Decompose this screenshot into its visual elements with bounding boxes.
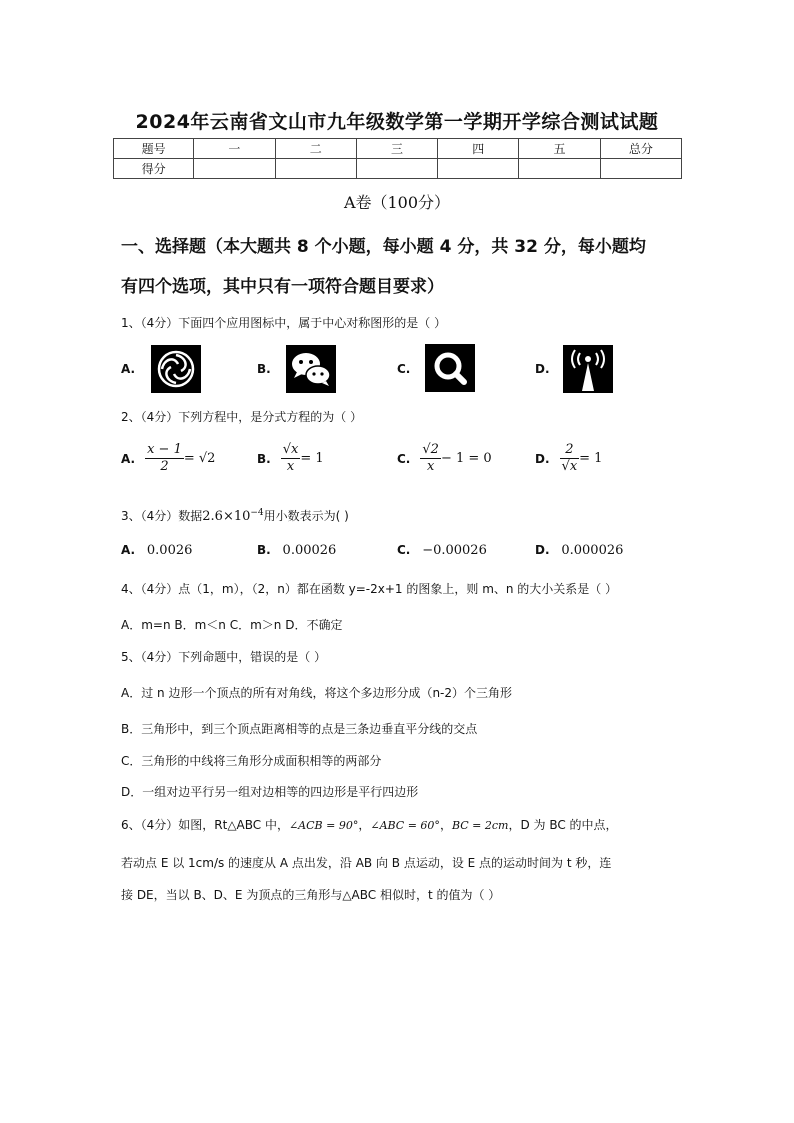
q6-line1-text-b: ，D 为 BC 的中点，	[508, 818, 618, 832]
q3-option-b	[257, 543, 336, 558]
q6-line3: 接 DE，当以 B、D、E 为顶点的三角形与△ABC 相似时，t 的值为（ ）	[121, 888, 501, 902]
q3-option-d-label: D.	[535, 543, 550, 557]
score-cell[interactable]	[194, 159, 275, 179]
search-magnifier-icon	[425, 344, 475, 392]
q6-line1-text-a: 6、（4分）如图，Rt△ABC 中，	[121, 818, 289, 832]
q1-option-c-label: C.	[397, 362, 411, 376]
score-cell[interactable]	[356, 159, 437, 179]
header-cell: 二	[275, 139, 356, 159]
q2-option-d-label: D.	[535, 451, 550, 466]
q1-option-d-label: D.	[535, 362, 550, 376]
header-cell: 四	[438, 139, 519, 159]
q1-option-b-label: B.	[257, 362, 271, 376]
q3-option-d	[535, 543, 623, 558]
wifi-signal-icon	[563, 345, 613, 393]
q3-stem	[121, 507, 349, 524]
header-cell: 五	[519, 139, 600, 159]
q3-option-d-value: 0.000026	[561, 543, 624, 558]
q6-bc-length: BC = 2cm	[451, 819, 509, 832]
score-cell[interactable]	[519, 159, 600, 179]
q6-angle-acb: ∠ACB = 90°	[288, 819, 359, 832]
q6-angle-abc: ∠ABC = 60°	[370, 819, 440, 832]
q3-option-a-label: A.	[121, 543, 136, 557]
q3-option-c-value: −0.00026	[422, 543, 487, 558]
exam-title: 2024年云南省文山市九年级数学第一学期开学综合测试试题	[135, 111, 659, 133]
q3-option-c-label: C.	[397, 543, 411, 557]
q3-option-c	[397, 543, 487, 558]
q3-stem-math: 2.6×10	[202, 509, 251, 524]
q2-c-denominator: x	[426, 459, 435, 474]
q1-stem: 1、（4分）下面四个应用图标中，属于中心对称图形的是（ ）	[121, 316, 447, 330]
q4-options: A．m=n B．m＜n C．m＞n D．不确定	[121, 618, 343, 632]
q2-a-numerator: x − 1	[147, 442, 182, 457]
part1-heading-line2: 有四个选项，其中只有一项符合题目要求）	[121, 277, 444, 297]
q2-option-b-label: B.	[257, 451, 271, 466]
q5-stem: 5、（4分）下列命题中，错误的是（ ）	[121, 650, 327, 664]
score-table	[113, 138, 682, 179]
q2-a-rest: = √2	[183, 451, 216, 466]
q2-option-a	[121, 442, 215, 475]
q4-stem: 4、（4分）点（1，m），（2，n）都在函数 y=-2x+1 的图象上，则 m、n 的大小关系是（ ）	[121, 582, 618, 596]
q5-option-d: D．一组对边平行另一组对边相等的四边形是平行四边形	[121, 785, 419, 799]
q3-option-a	[121, 543, 192, 558]
q2-b-numerator: √x	[282, 442, 299, 457]
q2-d-denominator: √x	[561, 459, 578, 474]
q2-option-d	[535, 442, 602, 475]
q3-option-b-value: 0.00026	[282, 543, 337, 558]
q5-option-a: A．过 n 边形一个顶点的所有对角线，将这个多边形分成（n-2）个三角形	[121, 686, 513, 700]
score-cell[interactable]	[438, 159, 519, 179]
q2-option-c-label: C.	[397, 451, 411, 466]
q2-c-numerator: √2	[422, 442, 439, 457]
q2-d-numerator: 2	[560, 442, 580, 459]
q2-c-fraction	[420, 442, 441, 475]
row-label-cell: 得分	[114, 159, 194, 179]
q2-a-fraction	[145, 442, 184, 475]
q2-b-denominator: x	[286, 459, 295, 474]
swirl-logo-icon	[151, 345, 201, 393]
header-cell: 题号	[114, 139, 194, 159]
q2-d-fraction	[560, 442, 580, 475]
q2-option-c	[397, 442, 492, 475]
score-table-header-row	[114, 139, 682, 159]
q3-stem-exponent: −4	[250, 508, 264, 518]
q2-d-rest: = 1	[579, 451, 603, 466]
header-cell: 总分	[600, 139, 681, 159]
header-cell: 一	[194, 139, 275, 159]
q2-option-b	[257, 442, 324, 475]
q5-option-c: C．三角形的中线将三角形分成面积相等的两部分	[121, 754, 382, 768]
q2-option-a-label: A.	[121, 451, 136, 466]
q5-option-b: B．三角形中，到三个顶点距离相等的点是三条边垂直平分线的交点	[121, 722, 478, 736]
q2-stem: 2、（4分）下列方程中，是分式方程的为（ ）	[121, 410, 363, 424]
q3-stem-before: 3、（4分）数据	[121, 509, 203, 523]
header-cell: 三	[356, 139, 437, 159]
part1-heading-line1: 一、选择题（本大题共 8 个小题，每小题 4 分，共 32 分，每小题均	[121, 237, 646, 257]
q2-a-denominator: 2	[160, 459, 169, 474]
q6-line1: 6、（4分）如图，Rt△ABC 中，∠ACB = 90°，∠ABC = 60°，BC = 2cm，D 为 BC 的中点，	[121, 818, 618, 832]
q3-stem-after: 用小数表示为( )	[263, 509, 349, 523]
section-a-heading: A卷（100分）	[343, 193, 451, 212]
q2-b-rest: = 1	[300, 451, 324, 466]
q3-option-b-label: B.	[257, 543, 271, 557]
q2-b-fraction	[281, 442, 301, 475]
q2-c-rest: − 1 = 0	[440, 451, 492, 466]
score-cell[interactable]	[275, 159, 356, 179]
score-cell[interactable]	[600, 159, 681, 179]
q1-option-a-label: A.	[121, 362, 136, 376]
wechat-icon	[286, 345, 336, 393]
q6-line2: 若动点 E 以 1cm/s 的速度从 A 点出发，沿 AB 向 B 点运动，设 E 点的运动时间为 t 秒，连	[121, 856, 612, 870]
q3-option-a-value: 0.0026	[146, 543, 193, 558]
score-table-score-row	[114, 159, 682, 179]
